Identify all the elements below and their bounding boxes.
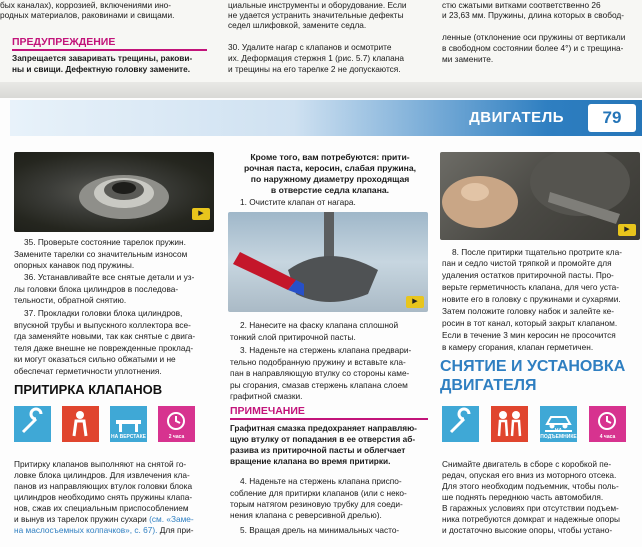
prev-col2-line: седел шлифовкой, замените седла. (228, 20, 367, 30)
prev-col2-line: их. Деформация стержня 1 (рис. 5.7) клапана (228, 53, 404, 63)
prev-col2-line: 30. Удалите нагар с клапанов и осмотрите (228, 42, 392, 52)
step3-line: тельно подобранную пружину и вставьте кла- (230, 357, 406, 367)
removal-body-line: В гаражных условиях при отсутствии подъем- (442, 503, 619, 513)
step8-line: новите его в головку с пружинами и сухарями. (442, 294, 621, 304)
step3-line: ры сгорания, смазав стержень клапана слоем (230, 380, 408, 390)
step2-line: тонкий слой притирочной пасты. (230, 332, 356, 342)
removal-body-line: редач, опуская его вниз из моторного отсека. (442, 470, 617, 480)
note-title: ПРИМЕЧАНИЕ (230, 405, 305, 417)
step8-line: удаления остатков притирочной пасты. Про- (442, 270, 614, 280)
section-title: ДВИГАТЕЛЬ (469, 109, 564, 126)
step8-line: Затем положите головку набок и залейте ке- (442, 306, 615, 316)
step8-line: в камеру сгорания, клапан герметичен. (442, 342, 594, 352)
tools-intro-line: в отверстие седла клапана. (270, 185, 390, 195)
para35-line: Замените тарелки со значительным износом (14, 249, 188, 259)
tools-intro-line: Кроме того, вам потребуются: прити- (250, 152, 410, 162)
para37-line: ки могут оказаться сильно обжатыми и не (14, 354, 176, 364)
step8-line: Если в течение 3 мин керосин не просочится (442, 330, 616, 340)
para36-line: тельности, обратной снятию. (14, 295, 127, 305)
warning-underline (12, 49, 207, 51)
step8-line: росин в тот канал, который закрыт клапаном. (442, 318, 618, 328)
photo-camera-icon: ▶ (406, 296, 424, 308)
reference-link[interactable]: на маслосъемных колпачков», с. 67). (14, 525, 158, 535)
heading-line: ДВИГАТЕЛЯ (440, 377, 537, 394)
prev-col2-line: не удается устранить значительные дефекты (228, 10, 404, 20)
para37-line: гда заменяйте новыми, так как снятые с двига- (14, 331, 196, 341)
removal-body-line: ше поднять переднюю часть автомобиля. (442, 492, 604, 502)
page-gap (0, 82, 642, 98)
note-text: щую втулку от попадания в ее отверстия аб- (230, 434, 416, 444)
tile-persons (491, 406, 528, 442)
removal-body-line: и достаточно высокие опоры, чтобы устано- (442, 525, 613, 535)
wrench-icon (442, 406, 479, 442)
step8-line: 8. После притирки тщательно протрите кла- (452, 247, 622, 257)
person-icon (62, 406, 99, 442)
tile-lift-label: НА ПОДЪЕМНИКЕ (540, 428, 577, 440)
step4-line: 4. Наденьте на стержень клапана приспо- (240, 476, 402, 486)
step3-line: графитной смазки. (230, 391, 303, 401)
note-text: вращение клапана во время притирки. (230, 456, 391, 466)
tile-time (589, 406, 626, 442)
note-underline (230, 418, 428, 420)
people-icon (491, 406, 528, 442)
section-banner (10, 100, 642, 136)
tile-lift (540, 406, 577, 442)
para37-line: 37. Прокладки головки блока цилиндров, (24, 308, 183, 318)
tile-time-label: 4 часа (599, 434, 616, 440)
prev-col3-line: и 23,63 мм. Пружины, длина которых в свобод- (442, 10, 624, 20)
step4-line: торым натягом резиновую трубку для соеди- (230, 499, 403, 509)
tile-workbench (110, 406, 147, 442)
lapping-body-line (14, 514, 219, 525)
reference-link[interactable]: (см. «Заме- (149, 514, 194, 524)
para37-line: впускной трубы и выпускного коллектора все- (14, 320, 191, 330)
previous-page-strip (0, 0, 642, 82)
para37-line: обеспечат герметичности уплотнения. (14, 366, 162, 376)
step3-line: 3. Наденьте на стержень клапана предвари- (240, 345, 412, 355)
page-number: 79 (588, 104, 636, 132)
prev-col3-line: ленные (отклонение оси пружины от вертикали (442, 32, 626, 42)
para35-line: 35. Проверьте состояние тарелок пружин. (24, 237, 186, 247)
photo-camera-icon: ▶ (618, 224, 636, 236)
tools-intro-line: рочная паста, керосин, слабая пружина, (243, 163, 417, 173)
wrench-icon (14, 406, 51, 442)
prev-col2-line: циальные инструменты и оборудование. Если (228, 0, 407, 10)
photo-camera-icon: ▶ (192, 208, 210, 220)
valve-check-photo (440, 152, 640, 240)
valve-paste-photo (228, 212, 428, 312)
tile-tools (442, 406, 479, 442)
tile-persons (62, 406, 99, 442)
step3-line: пан в направляющую втулку со стороны каме- (230, 368, 410, 378)
para35-line: опорных канавок под пружины. (14, 260, 135, 270)
removal-body-line: Для этого необходим подъемник, чтобы поль- (442, 481, 619, 491)
tools-intro-line: по наружному диаметру проходящая (250, 174, 410, 184)
note-text: Графитная смазка предохраняет направляю- (230, 423, 417, 433)
step5-line: 5. Вращая дрель на минимальных часто- (240, 525, 400, 535)
prev-col1-line: родных материалов, раковинами и свищами. (0, 10, 175, 20)
step4-line: собление для притирки клапанов (или с неко- (230, 488, 407, 498)
step8-line: пан и седло чистой тряпкой и промойте для (442, 258, 612, 268)
warning-text: ны и свищи. Дефектную головку замените. (12, 64, 191, 74)
valve-spring-plate-photo (14, 152, 214, 232)
tile-time (158, 406, 195, 442)
para36-line: 36. Устанавливайте все снятые детали и уз- (24, 272, 195, 282)
tile-time-label: 2 часа (168, 434, 185, 440)
lapping-body-line (14, 525, 219, 536)
removal-body-line: ника потребуются домкрат и надежные опоры (442, 514, 620, 524)
section-heading-engine-removal (440, 357, 625, 395)
lapping-body-text: Для при- (159, 525, 194, 535)
tile-workbench-label: НА ВЕРСТАКЕ (111, 434, 146, 440)
tile-tools (14, 406, 51, 442)
step2-line: 2. Нанесите на фаску клапана сплошной (240, 320, 399, 330)
note-text: разива из притирочной пасты и облегчает (230, 445, 406, 455)
prev-col3-line: ми замените. (442, 54, 494, 64)
prev-col2-line: и трещины на его тарелке 2 не допускаются. (228, 64, 401, 74)
warning-title: ПРЕДУПРЕЖДЕНИЕ (12, 36, 116, 48)
lapping-body-line: панов из направляющих втулок головки блока (14, 481, 193, 491)
step8-line: верьте герметичность клапана, для чего уста- (442, 282, 620, 292)
heading-line: СНЯТИЕ И УСТАНОВКА (440, 358, 626, 375)
lapping-body-text: и вынув из тарелок пружин сухари (14, 514, 147, 524)
lapping-body-line: цилиндров необходимо снять пружины клапа- (14, 492, 193, 502)
section-heading-valve-lapping: ПРИТИРКА КЛАПАНОВ (14, 382, 163, 397)
step1-text: 1. Очистите клапан от нагара. (240, 197, 356, 207)
para37-line: теля даже внешне не поврежденные проклад- (14, 343, 194, 353)
lapping-body-line: нов, сжав их специальным приспособлением (14, 503, 189, 513)
prev-col3-line: стю сжатыми витками соответственно 26 (442, 0, 601, 10)
prev-col3-line: в свободном состоянии более 4°) и с трещина- (442, 43, 624, 53)
warning-text: Запрещается заваривать трещины, ракови- (12, 53, 193, 63)
step4-line: нения клапана с реверсивной дрелью). (230, 510, 382, 520)
removal-body-line: Снимайте двигатель в сборе с коробкой пе- (442, 459, 612, 469)
para36-line: лы головки блока цилиндров в последова- (14, 284, 179, 294)
lapping-body-line: ловке блока цилиндров. Для извлечения кла- (14, 470, 190, 480)
lapping-body-line: Притирку клапанов выполняют на снятой го- (14, 459, 187, 469)
prev-col1-line: бых каналах), коррозией, включениями ино- (0, 0, 172, 10)
